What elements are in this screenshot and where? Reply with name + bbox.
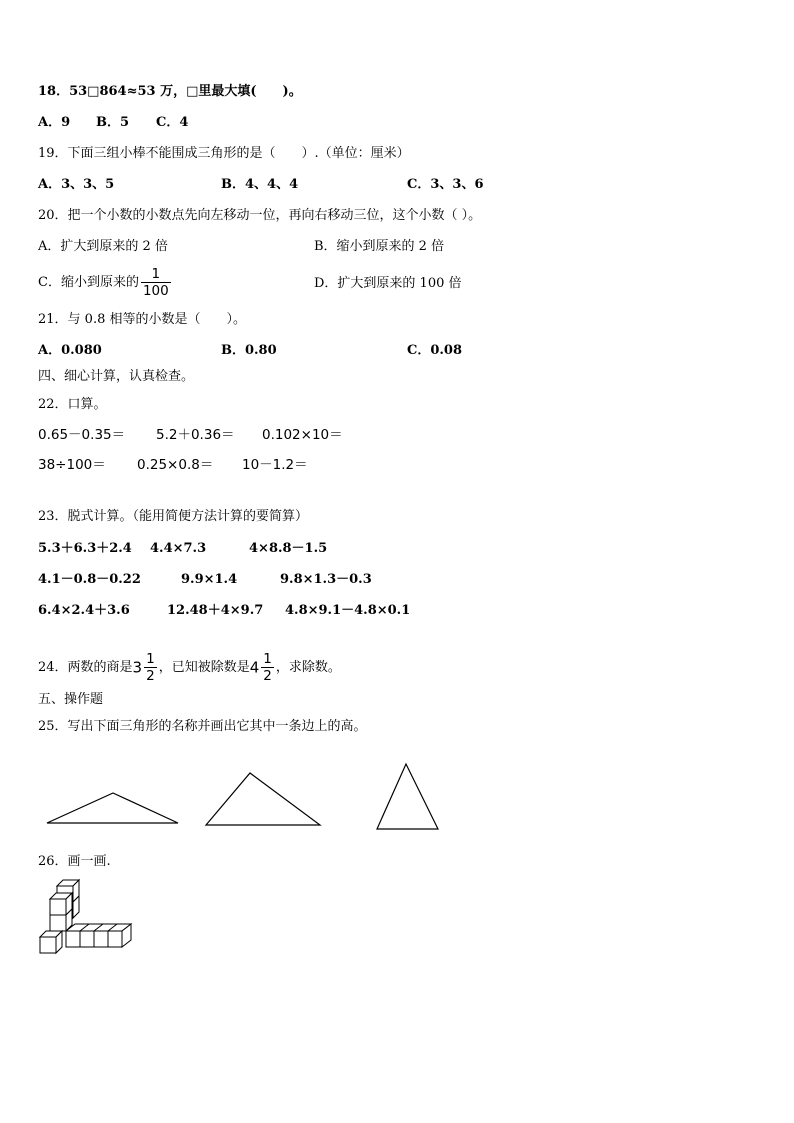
q19-stem: 19．下面三组小棒不能围成三角形的是（ ）.（单位：厘米） <box>38 146 410 161</box>
q24-suffix: ，求除数。 <box>275 660 341 675</box>
cube-column-front <box>50 893 72 931</box>
q22-row2-item2: 0.25×0.8＝ <box>137 457 214 473</box>
q23-stem: 23．脱式计算。（能用简便方法计算的要简算） <box>38 509 309 524</box>
q22-row1-item3: 0.102×10＝ <box>262 427 343 443</box>
q21-option-b: B．0.80 <box>221 343 277 358</box>
fraction-denominator: 2 <box>263 668 272 684</box>
q19-option-a: A．3、3、5 <box>38 177 115 192</box>
q23-row3-item3: 4.8×9.1－4.8×0.1 <box>285 603 411 618</box>
q18-option-c: C．4 <box>156 115 189 130</box>
q23-row3-item2: 12.48＋4×9.7 <box>167 603 264 618</box>
section-5-heading: 五、操作题 <box>38 692 104 707</box>
q20-option-b: B．缩小到原来的 2 倍 <box>314 239 445 254</box>
fraction-denominator: 100 <box>142 283 169 299</box>
q18-option-a: A．9 <box>38 115 71 130</box>
fraction-numerator: 1 <box>263 651 272 667</box>
fraction-denominator: 2 <box>146 668 155 684</box>
q23-row1-item3: 4×8.8－1.5 <box>249 541 328 556</box>
q22-row2-item3: 10－1.2＝ <box>242 457 308 473</box>
q24-prefix: 24．两数的商是 <box>38 660 133 675</box>
q22-row1-item1: 0.65－0.35＝ <box>38 427 126 443</box>
q20-option-a: A．扩大到原来的 2 倍 <box>38 239 168 254</box>
q18-option-b: B．5 <box>96 115 130 130</box>
q21-option-a: A．0.080 <box>38 343 102 358</box>
q23-row2-item1: 4.1－0.8－0.22 <box>38 572 141 587</box>
q23-row1-item1: 5.3＋6.3＋2.4 <box>38 541 132 556</box>
cube-corner <box>40 931 62 953</box>
q18-stem: 18．53□864≈53 万，□里最大填( )。 <box>38 84 302 99</box>
q25-stem: 25．写出下面三角形的名称并画出它其中一条边上的高。 <box>38 719 367 734</box>
q24-whole-1: 3 <box>132 658 143 677</box>
q22-stem: 22．口算。 <box>38 397 107 412</box>
q20-stem: 20．把一个小数的小数点先向左移动一位，再向右移动三位，这个小数（ ）。 <box>38 208 482 223</box>
q23-row3-item1: 6.4×2.4＋3.6 <box>38 603 130 618</box>
q21-option-c: C．0.08 <box>407 343 463 358</box>
q26-stem: 26．画一画. <box>38 854 111 869</box>
q22-row1-item2: 5.2＋0.36＝ <box>156 427 235 443</box>
section-4-heading: 四、细心计算，认真检查。 <box>38 369 195 384</box>
q19-option-b: B．4、4、4 <box>221 177 299 192</box>
q20-option-d: D．扩大到原来的 100 倍 <box>314 276 462 291</box>
q21-stem: 21．与 0.8 相等的小数是（ ）。 <box>38 312 246 327</box>
q23-row1-item2: 4.4×7.3 <box>150 541 207 556</box>
q23-row2-item2: 9.9×1.4 <box>181 572 238 587</box>
q20-option-c-prefix: C．缩小到原来的 <box>38 275 139 290</box>
fraction-numerator: 1 <box>146 651 155 667</box>
q24-mid: ，已知被除数是 <box>158 660 250 675</box>
fraction-numerator: 1 <box>141 266 171 283</box>
q19-option-c: C．3、3、6 <box>407 177 484 192</box>
q22-row2-item1: 38÷100＝ <box>38 457 106 473</box>
cube-row <box>66 924 131 947</box>
q23-row2-item3: 9.8×1.3－0.3 <box>280 572 372 587</box>
q24-whole-2: 4 <box>249 658 260 677</box>
